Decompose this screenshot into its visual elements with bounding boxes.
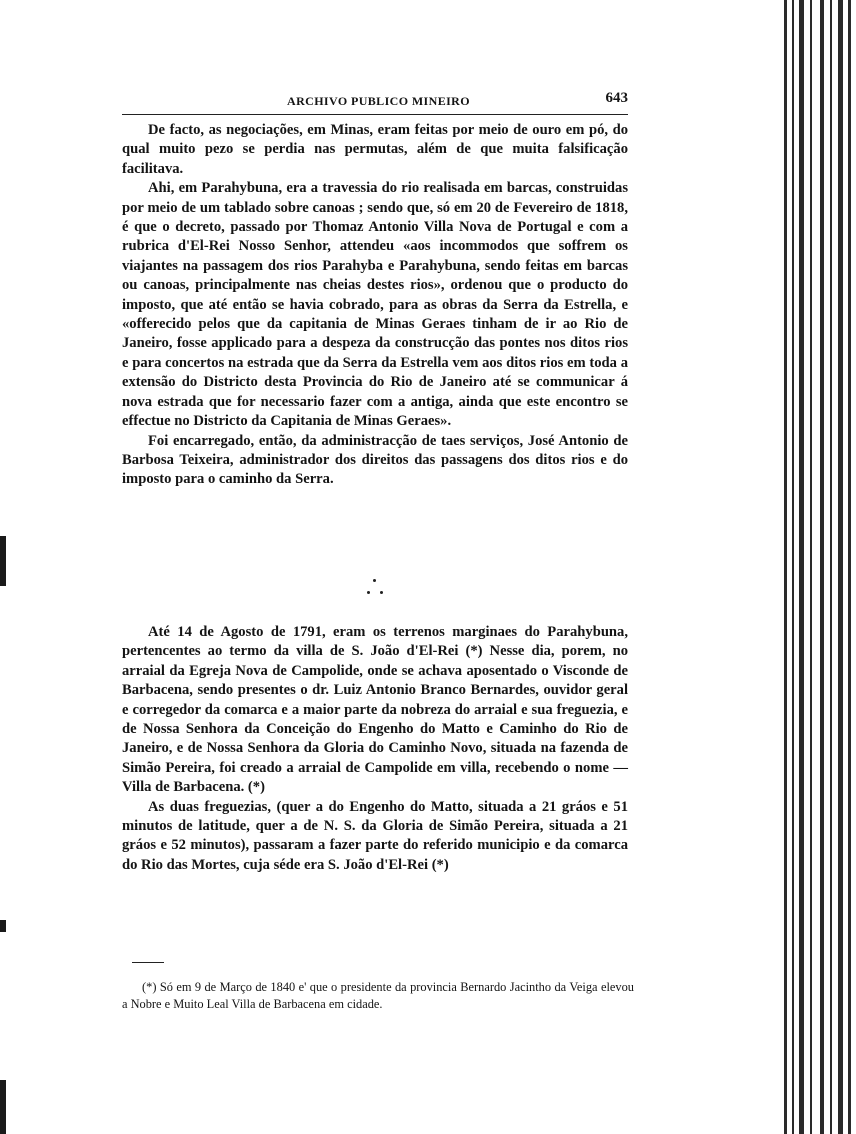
body-text-bottom: [122, 623, 628, 875]
paragraph: Até 14 de Agosto de 1791, eram os terrenos marginaes do Parahybuna, pertencentes ao termo da villa de S. João d'El-Rei (*) Nesse dia, porem, no arraial da Egreja Nova de Campolide, onde se achava aposentado o Visconde de Barbacena, sendo presentes o dr. Luiz Antonio Branco Bernardes, ouvidor geral e corregedor da comarca e a maior parte da nobreza do arraial e sua freguezia, e de Nossa Senhora da Conceição do Engenho do Matto e Caminho do Rio de Janeiro, e de Nossa Senhora da Gloria do Caminho Novo, situada na fazenda de Simão Pereira, foi creado a arraial de Campolide em villa, recebendo o nome — Villa de Barbacena. (*): [122, 624, 628, 796]
paragraph: Ahi, em Parahybuna, era a travessia do rio realisada em barcas, construidas por meio de um tablado sobre canoas ; sendo que, só em 20 de Fevereiro de 1818, é que o decreto, passado por Thomaz Antonio Villa Nova de Portugal e com a rubrica d'El-Rei Nosso Senhor, attendeu «aos incommodos que soffrem os viajantes na passagem dos rios Parahyba e Parahybuna, sendo feitas em barcas ou canoas, principalmente nas cheias destes rios», ordenou que o producto do imposto, que até então se havia cobrado, para as obras da Serra da Estrella, e «offerecido pelos que da capitania de Minas Geraes tinham de ir ao Rio de Janeiro, fosse applicado para a despeza da construcção das pontes nos ditos rios e para concertos na estrada que da Serra da Estrella vem aos ditos rios em toda a extensão do Districto desta Provincia do Rio de Janeiro até se communicar á nova estrada que for necessario fazer com a antiga, ainda que este encontro se effectue no Districto da Capitania de Minas Geraes».: [122, 180, 628, 430]
book-binding-edge: [792, 0, 794, 1134]
book-binding-edge: [848, 0, 851, 1134]
scan-edge-mark-2: [0, 920, 6, 932]
book-binding-edge: [799, 0, 804, 1134]
paragraph: As duas freguezias, (quer a do Engenho do Matto, situada a 21 gráos e 51 minutos de latitude, quer a de N. S. da Gloria de Simão Pereira, situada a 21 gráos e 52 minutos), passaram a fazer parte do referido municipio e da comarca do Rio das Mortes, cuja séde era S. João d'El-Rei (*): [122, 798, 628, 873]
header-rule: [122, 114, 628, 115]
paragraph: Foi encarregado, então, da administracção de taes serviços, José Antonio de Barbosa Teixeira, administrador dos direitos das passagens dos ditos rios e do imposto para o caminho da Serra.: [122, 432, 628, 488]
book-binding-edge: [810, 0, 812, 1134]
scan-edge-mark-3: [0, 1080, 6, 1134]
body-text-top: [122, 121, 628, 490]
book-binding-edge: [784, 0, 787, 1134]
book-binding-edge: [830, 0, 832, 1134]
page-number: 643: [605, 90, 628, 106]
running-title: ARCHIVO PUBLICO MINEIRO: [287, 94, 470, 108]
footnote: (*) Só em 9 de Março de 1840 e' que o presidente da provincia Bernardo Jacintho da Veiga elevou a Nobre e Muito Leal Villa de Barbacena em cidade.: [122, 980, 634, 1011]
book-binding-edge: [838, 0, 843, 1134]
footnote-rule: [132, 962, 164, 963]
paragraph: De facto, as negociações, em Minas, eram feitas por meio de ouro em pó, do qual muito pezo se perdia nas permutas, além de que muita falsificação facilitava.: [122, 122, 628, 177]
running-header: [122, 88, 628, 110]
book-binding-edge: [820, 0, 824, 1134]
section-separator-dots: [362, 575, 392, 599]
scan-edge-mark-1: [0, 536, 6, 586]
